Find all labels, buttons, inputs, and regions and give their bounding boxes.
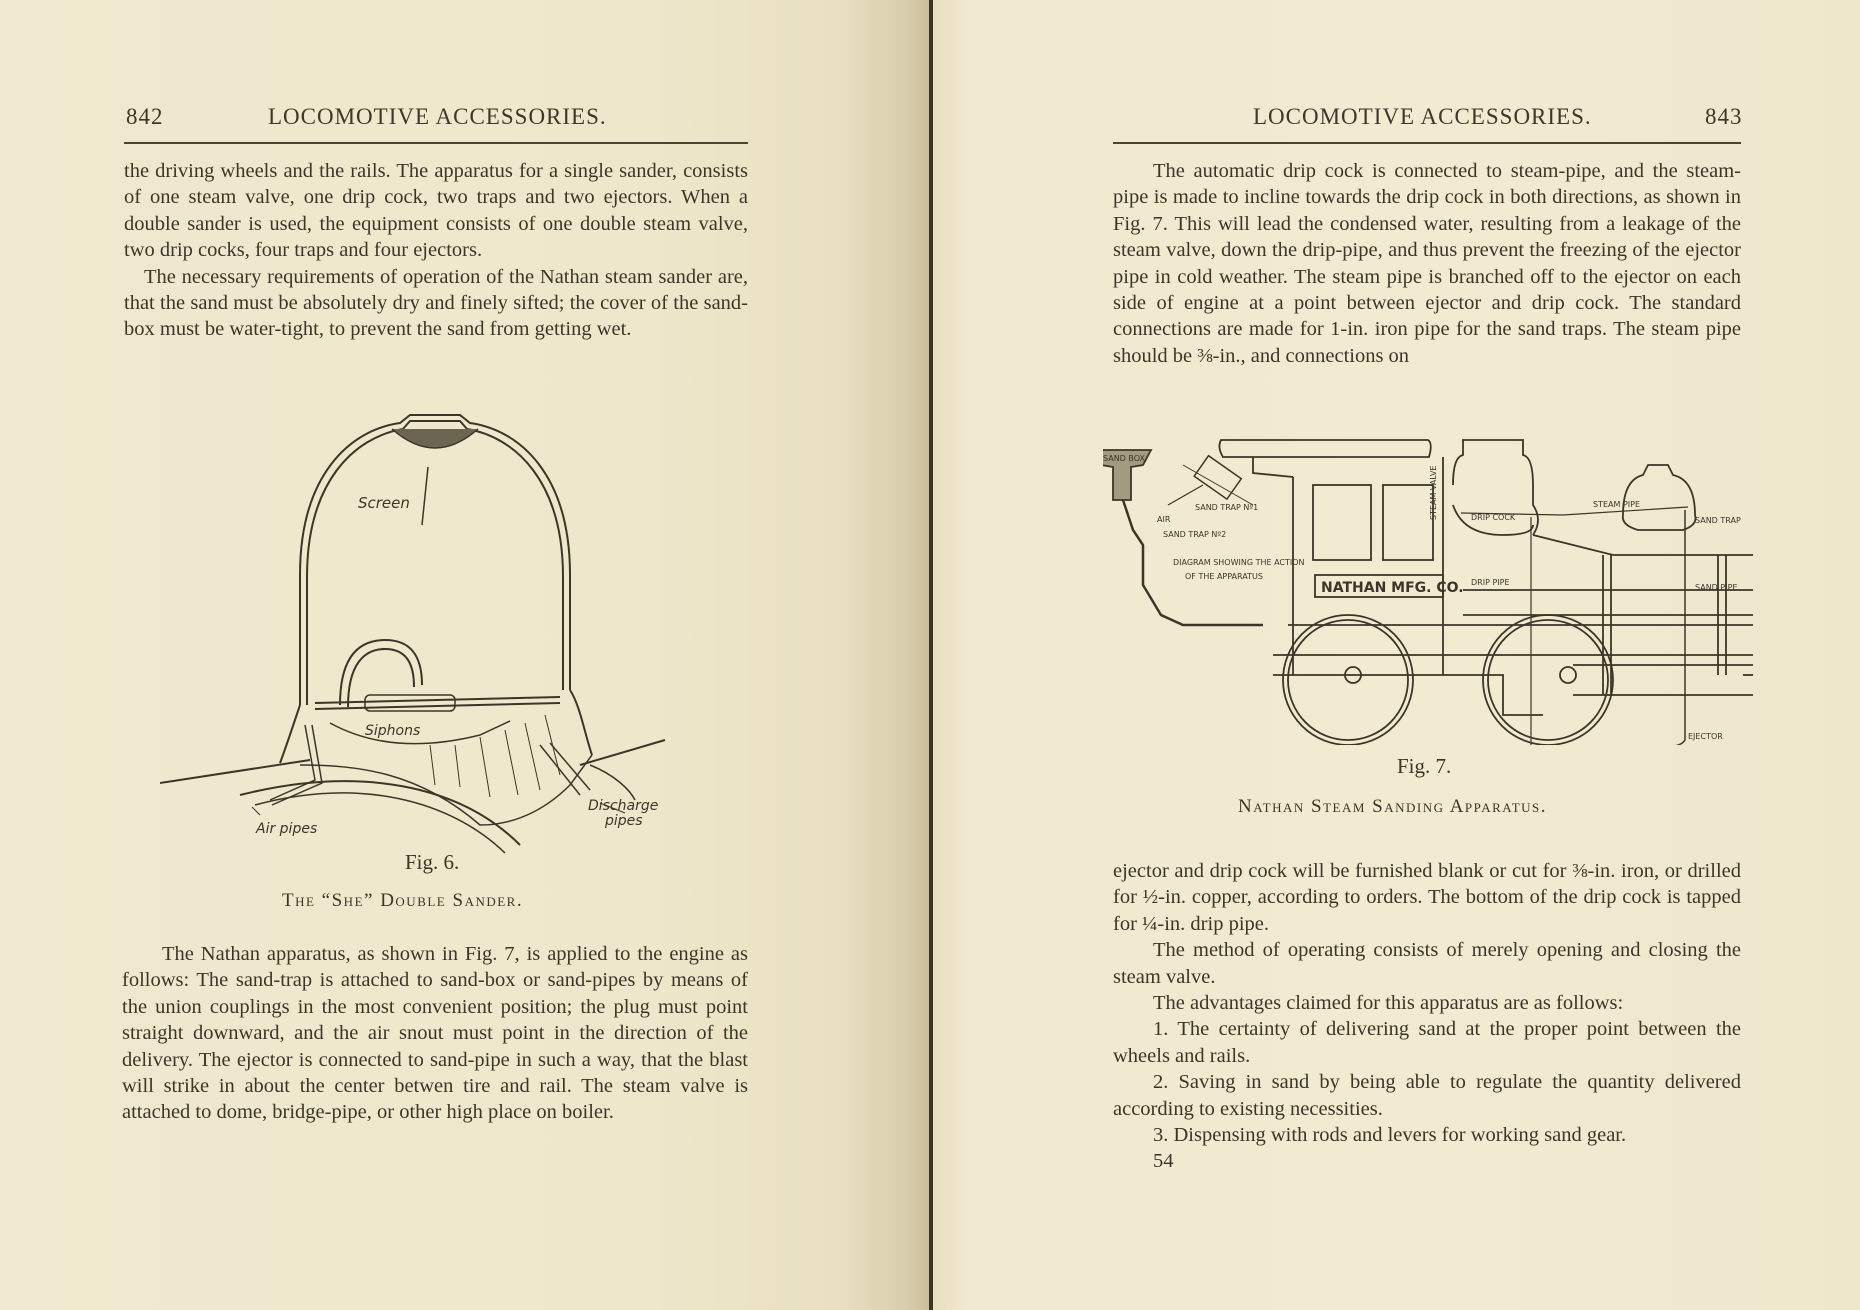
list-item: 3. Dispensing with rods and levers for working sand gear. (1153, 1124, 1627, 1147)
label-diagram-2: OF THE APPARATUS (1185, 572, 1263, 581)
label-maker: NATHAN MFG. CO. (1321, 580, 1464, 596)
label-steam-valve: STEAM VALVE (1429, 465, 1438, 520)
fig6-sander-drawing (160, 405, 720, 855)
paragraph: The method of operating consists of merely opening and closing the steam valve. (1113, 939, 1741, 988)
header-rule-right (1113, 142, 1741, 144)
fig7-caption: Nathan Steam Sanding Apparatus. (1238, 796, 1548, 817)
paragraph: The necessary requirements of operation of the Nathan steam sander are, that the sand must be absolutely dry and finely sifted; the cover of the sand-box must be water-tight, to prevent the sand from getting wet. (124, 265, 748, 341)
running-head-right: LOCOMOTIVE ACCESSORIES. (1253, 104, 1592, 129)
page-number-right: 843 (1705, 104, 1743, 129)
right-page (933, 0, 1860, 1310)
label-steam-pipe: STEAM PIPE (1593, 500, 1640, 509)
label-sand-box: SAND BOX (1103, 454, 1145, 463)
fig6-caption: The “She” Double Sander. (282, 890, 524, 911)
label-sand-pipe: SAND PIPE (1695, 583, 1738, 592)
label-ejector: EJECTOR (1688, 732, 1723, 741)
left-bottom-text (122, 941, 748, 1126)
paragraph: The automatic drip cock is connected to steam-pipe, and the steam-pipe is made to incline towards the drip cock in both directions, as shown in Fig. 7. This will lead the condensed water, resulting from a leakage of the steam valve, down the drip-pipe, and thus prevent the freezing of the ejector pipe in cold weather. The steam pipe is branched off to the ejector on each side of engine at a point between ejector and drip cock. The standard connections are made for 1-in. iron pipe for the sand traps. The steam pipe should be ⅜-in., and connections on (1113, 160, 1741, 367)
label-sand-trap-1: SAND TRAP Nº1 (1195, 503, 1259, 512)
label-sand-trap: SAND TRAP (1695, 516, 1741, 525)
paragraph: The Nathan apparatus, as shown in Fig. 7, is applied to the engine as follows: The sand-trap is attached to sand-box or sand-pipes by means of the union couplings in the most convenient position; the plug must point straight downward, and the air snout must point in the direction of the delivery. The ejector is connected to sand-pipe in such a way, that the blast will strike in about the center betwen tire and rail. The steam valve is attached to dome, bridge-pipe, or other high place on boiler. (122, 943, 748, 1124)
page-number-left: 842 (126, 104, 164, 129)
paragraph: ejector and drip cock will be furnished blank or cut for ⅜-in. iron, or drilled for ½-in. copper, according to orders. The bottom of the drip cock is tapped for ¼-in. drip pipe. (1113, 860, 1741, 935)
label-air: AIR (1157, 515, 1171, 524)
label-siphons: Siphons (365, 723, 421, 739)
left-top-text (124, 158, 748, 343)
fig7-number: Fig. 7. (1397, 754, 1452, 778)
signature-mark: 54 (1153, 1150, 1174, 1173)
list-item: 2. Saving in sand by being able to regulate the quantity delivered according to existing necessities. (1113, 1071, 1741, 1120)
fig6-number: Fig. 6. (405, 850, 460, 874)
running-head-left: LOCOMOTIVE ACCESSORIES. (268, 104, 607, 129)
label-sand-trap-2: SAND TRAP Nº2 (1163, 530, 1227, 539)
right-top-text (1113, 158, 1741, 369)
label-screen: Screen (358, 494, 410, 512)
paragraph: The advantages claimed for this apparatus are as follows: (1153, 992, 1624, 1015)
header-rule-left (124, 142, 748, 144)
paragraph: the driving wheels and the rails. The apparatus for a single sander, consists of one steam valve, one drip cock, two traps and two ejectors. When a double sander is used, the equipment consists of one double steam valve, two drip cocks, four traps and four ejectors. (124, 160, 748, 262)
label-air-pipes: Air pipes (256, 821, 318, 837)
right-bottom-text (1113, 858, 1741, 1175)
label-pipes: pipes (605, 813, 643, 829)
label-diagram-1: DIAGRAM SHOWING THE ACTION (1173, 558, 1305, 567)
label-discharge: Discharge (588, 798, 659, 814)
label-drip-pipe: DRIP PIPE (1471, 578, 1510, 587)
list-item: 1. The certainty of delivering sand at the proper point between the wheels and rails. (1113, 1018, 1741, 1067)
label-drip-cock: DRIP COCK (1471, 513, 1516, 522)
fig7-locomotive-drawing (1103, 425, 1753, 745)
